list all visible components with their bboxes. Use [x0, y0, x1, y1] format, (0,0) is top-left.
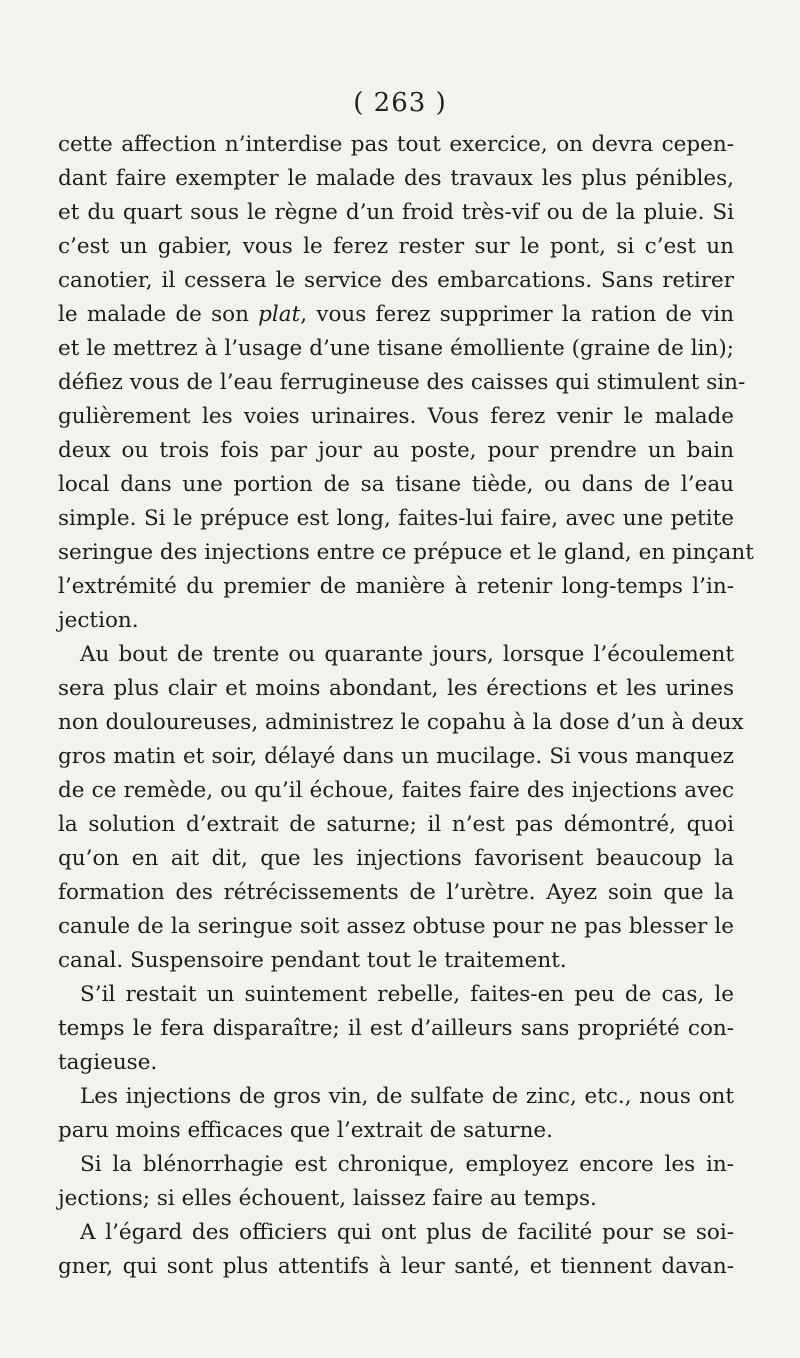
- text-line: jections; si elles échouent, laissez faire au temps.: [58, 1186, 597, 1211]
- text-line: l’extrémité du premier de manière à retenir long-temps l’in-: [58, 574, 734, 599]
- text-line: défiez vous de l’eau ferrugineuse des caisses qui stimulent sin-: [58, 370, 746, 395]
- text-line: la solution d’extrait de saturne; il n’est pas démontré, quoi: [58, 812, 734, 837]
- text-line: Au bout de trente ou quarante jours, lorsque l’écoulement: [80, 642, 734, 667]
- text-line: qu’on en ait dit, que les injections favorisent beaucoup la: [58, 846, 734, 871]
- text-line: c’est un gabier, vous le ferez rester sur le pont, si c’est un: [58, 234, 734, 259]
- text-line: temps le fera disparaître; il est d’ailleurs sans propriété con-: [58, 1016, 734, 1041]
- italic-word: plat: [258, 302, 301, 327]
- text-line: deux ou trois fois par jour au poste, pour prendre un bain: [58, 438, 734, 463]
- text-line: Les injections de gros vin, de sulfate de zinc, etc., nous ont: [80, 1084, 734, 1109]
- text-line: canal. Suspensoire pendant tout le traitement.: [58, 948, 567, 973]
- text-line: dant faire exempter le malade des travaux les plus pénibles,: [58, 166, 734, 191]
- text-line: simple. Si le prépuce est long, faites-lui faire, avec une petite: [58, 506, 734, 531]
- text-line: canule de la seringue soit assez obtuse pour ne pas blesser le: [58, 914, 734, 939]
- text-line: gros matin et soir, délayé dans un mucilage. Si vous manquez: [58, 744, 734, 769]
- text-line: gner, qui sont plus attentifs à leur santé, et tiennent davan-: [58, 1254, 734, 1279]
- text-line: canotier, il cessera le service des embarcations. Sans retirer: [58, 268, 734, 293]
- text-line: sera plus clair et moins abondant, les érections et les urines: [58, 676, 734, 701]
- text-line: non douloureuses, administrez le copahu à la dose d’un à deux: [58, 710, 744, 735]
- text-line: cette affection n’interdise pas tout exercice, on devra cepen-: [58, 132, 734, 157]
- text-line: tagieuse.: [58, 1050, 158, 1075]
- text-line: et le mettrez à l’usage d’une tisane émolliente (graine de lin);: [58, 336, 734, 361]
- text-line: jection.: [58, 608, 139, 633]
- text-line: local dans une portion de sa tisane tiède, ou dans de l’eau: [58, 472, 734, 497]
- text-line: de ce remède, ou qu’il échoue, faites faire des injections avec: [58, 778, 734, 803]
- page-number: ( 263 ): [353, 88, 447, 118]
- text-line: et du quart sous le règne d’un froid très-vif ou de la pluie. Si: [58, 200, 734, 225]
- body-text: [58, 128, 754, 1284]
- text-line: le malade de son plat, vous ferez supprimer la ration de vin: [58, 302, 735, 327]
- text-line: gulièrement les voies urinaires. Vous ferez venir le malade: [58, 404, 734, 429]
- text-line: paru moins efficaces que l’extrait de saturne.: [58, 1118, 553, 1143]
- text-line: S’il restait un suintement rebelle, faites-en peu de cas, le: [80, 982, 734, 1007]
- text-line: A l’égard des officiers qui ont plus de facilité pour se soi-: [80, 1220, 734, 1245]
- text-line: formation des rétrécissements de l’urètre. Ayez soin que la: [58, 880, 734, 905]
- text-line: Si la blénorrhagie est chronique, employez encore les in-: [80, 1152, 734, 1177]
- text-line: seringue des injections entre ce prépuce et le gland, en pinçant: [58, 540, 754, 565]
